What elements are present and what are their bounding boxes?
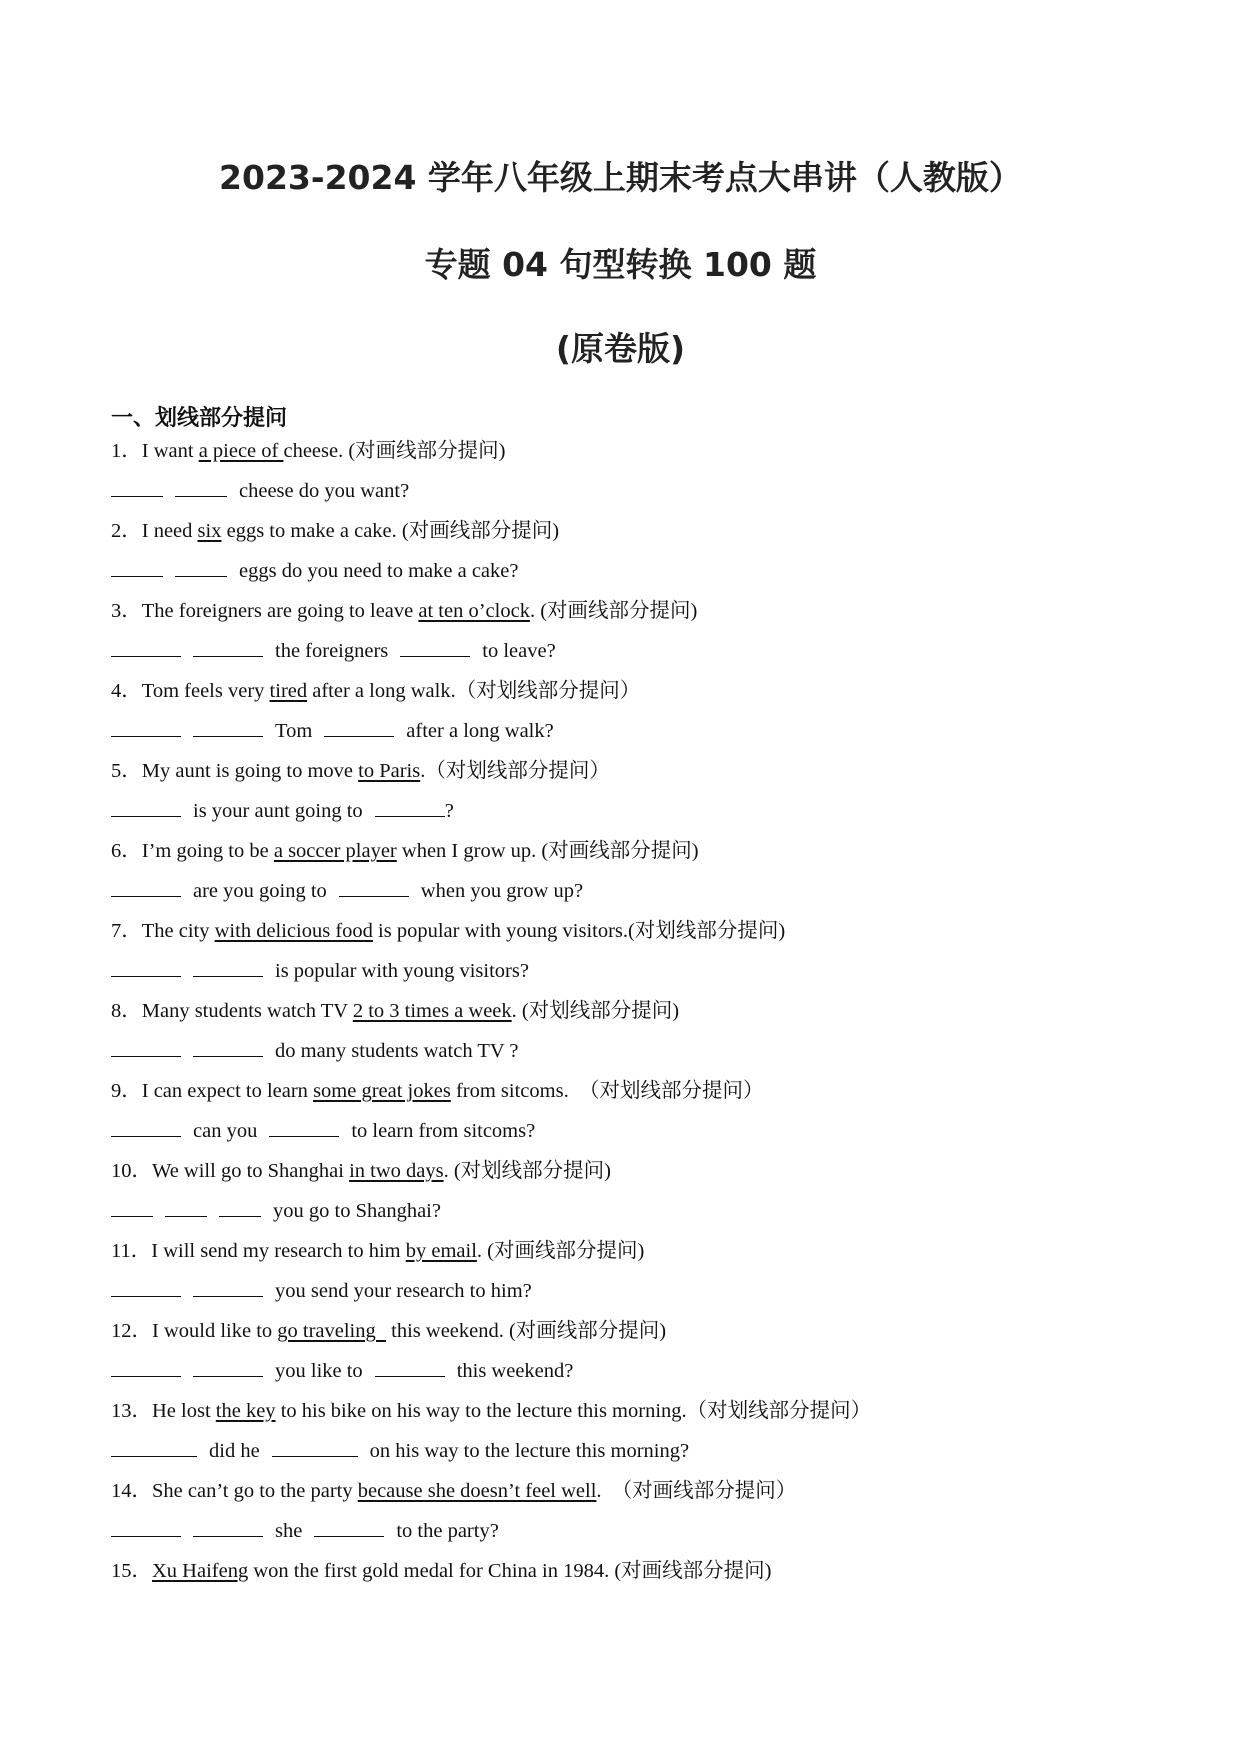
document-subtitle: 专题 04 句型转换 100 题 — [424, 245, 817, 284]
answer-blank[interactable] — [111, 1437, 197, 1457]
answer-blank[interactable] — [111, 877, 181, 897]
answer-blank[interactable] — [375, 797, 445, 817]
underlined-phrase: with delicious food — [214, 920, 373, 942]
answer-blank[interactable] — [193, 957, 263, 977]
underlined-phrase: by email — [405, 1240, 477, 1262]
underlined-phrase: at ten o’clock — [418, 600, 530, 622]
question-10: 10．We will go to Shanghai in two days. (对划线部分提问) — [111, 1160, 611, 1182]
answer-blank[interactable] — [339, 877, 409, 897]
question-14: 14．She can’t go to the party because she doesn’t feel well. （对画线部分提问） — [111, 1480, 797, 1502]
question-8: 8．Many students watch TV 2 to 3 times a week. (对划线部分提问) — [111, 1000, 680, 1022]
answer-8: do many students watch TV ? — [111, 1037, 519, 1065]
answer-blank[interactable] — [111, 797, 181, 817]
answer-blank[interactable] — [219, 1197, 261, 1217]
question-5: 5．My aunt is going to move to Paris.（对划线部分提问） — [111, 760, 610, 782]
answer-1: cheese do you want? — [111, 477, 409, 505]
document-edition: (原卷版) — [555, 329, 686, 368]
answer-blank[interactable] — [175, 477, 227, 497]
underlined-phrase: to Paris — [358, 760, 421, 782]
question-number: 5． — [111, 760, 142, 782]
question-number: 6． — [111, 840, 142, 862]
question-13: 13．He lost the key to his bike on his way to the lecture this morning.（对划线部分提问） — [111, 1400, 872, 1422]
question-number: 9． — [111, 1080, 142, 1102]
question-15: 15．Xu Haifeng won the first gold medal for China in 1984. (对画线部分提问) — [111, 1560, 772, 1582]
answer-blank[interactable] — [193, 1357, 263, 1377]
section-heading: 一、划线部分提问 — [111, 406, 288, 431]
answer-blank[interactable] — [324, 717, 394, 737]
underlined-phrase: 2 to 3 times a week — [352, 1000, 512, 1022]
question-6: 6．I’m going to be a soccer player when I grow up. (对画线部分提问) — [111, 840, 699, 862]
question-number: 14． — [111, 1480, 152, 1502]
answer-blank[interactable] — [111, 557, 163, 577]
question-3: 3．The foreigners are going to leave at ten o’clock. (对画线部分提问) — [111, 600, 698, 622]
answer-14: she to the party? — [111, 1517, 499, 1545]
underlined-phrase: go traveling — [277, 1320, 387, 1342]
answer-blank[interactable] — [375, 1357, 445, 1377]
answer-blank[interactable] — [269, 1117, 339, 1137]
answer-blank[interactable] — [111, 1037, 181, 1057]
answer-blank[interactable] — [111, 1117, 181, 1137]
answer-10: you go to Shanghai? — [111, 1197, 441, 1225]
answer-blank[interactable] — [111, 957, 181, 977]
answer-11: you send your research to him? — [111, 1277, 532, 1305]
answer-blank[interactable] — [400, 637, 470, 657]
question-11: 11．I will send my research to him by email. (对画线部分提问) — [111, 1240, 645, 1262]
question-12: 12．I would like to go traveling this weekend. (对画线部分提问) — [111, 1320, 667, 1342]
question-number: 2． — [111, 520, 142, 542]
question-2: 2．I need six eggs to make a cake. (对画线部分提问) — [111, 520, 560, 542]
answer-blank[interactable] — [193, 1277, 263, 1297]
underlined-phrase: Xu Haifeng — [152, 1560, 249, 1582]
question-number: 4． — [111, 680, 142, 702]
question-number: 10． — [111, 1160, 152, 1182]
answer-blank[interactable] — [193, 717, 263, 737]
underlined-phrase: six — [197, 520, 222, 542]
answer-blank[interactable] — [111, 717, 181, 737]
underlined-phrase: a piece of — [198, 440, 284, 462]
underlined-phrase: because she doesn’t feel well — [357, 1480, 597, 1502]
answer-blank[interactable] — [111, 637, 181, 657]
question-number: 11． — [111, 1240, 152, 1262]
answer-9: can you to learn from sitcoms? — [111, 1117, 535, 1145]
question-number: 7． — [111, 920, 142, 942]
answer-blank[interactable] — [111, 1277, 181, 1297]
answer-blank[interactable] — [193, 1037, 263, 1057]
answer-5: is your aunt going to ? — [111, 797, 454, 825]
question-7: 7．The city with delicious food is popular with young visitors.(对划线部分提问) — [111, 920, 786, 942]
answer-blank[interactable] — [165, 1197, 207, 1217]
answer-12: you like to this weekend? — [111, 1357, 573, 1385]
question-number: 12． — [111, 1320, 152, 1342]
answer-blank[interactable] — [272, 1437, 358, 1457]
question-number: 3． — [111, 600, 142, 622]
question-1: 1．I want a piece of cheese. (对画线部分提问) — [111, 440, 506, 462]
answer-blank[interactable] — [111, 1517, 181, 1537]
question-number: 8． — [111, 1000, 142, 1022]
answer-blank[interactable] — [193, 1517, 263, 1537]
underlined-phrase: the key — [215, 1400, 276, 1422]
question-number: 13． — [111, 1400, 152, 1422]
answer-2: eggs do you need to make a cake? — [111, 557, 518, 585]
question-9: 9．I can expect to learn some great jokes from sitcoms. （对划线部分提问） — [111, 1080, 764, 1102]
underlined-phrase: in two days — [349, 1160, 444, 1182]
answer-4: Tom after a long walk? — [111, 717, 554, 745]
answer-7: is popular with young visitors? — [111, 957, 529, 985]
question-number: 1． — [111, 440, 142, 462]
underlined-phrase: tired — [269, 680, 308, 702]
answer-blank[interactable] — [111, 1357, 181, 1377]
document-title: 2023-2024 学年八年级上期末考点大串讲（人教版） — [219, 158, 1022, 197]
answer-blank[interactable] — [111, 477, 163, 497]
answer-blank[interactable] — [314, 1517, 384, 1537]
answer-3: the foreigners to leave? — [111, 637, 556, 665]
question-number: 15． — [111, 1560, 152, 1582]
answer-blank[interactable] — [111, 1197, 153, 1217]
answer-blank[interactable] — [175, 557, 227, 577]
answer-6: are you going to when you grow up? — [111, 877, 583, 905]
question-4: 4．Tom feels very tired after a long walk.（对划线部分提问） — [111, 680, 641, 702]
answer-13: did he on his way to the lecture this morning? — [111, 1437, 689, 1465]
answer-blank[interactable] — [193, 637, 263, 657]
underlined-phrase: a soccer player — [273, 840, 397, 862]
underlined-phrase: some great jokes — [313, 1080, 451, 1102]
